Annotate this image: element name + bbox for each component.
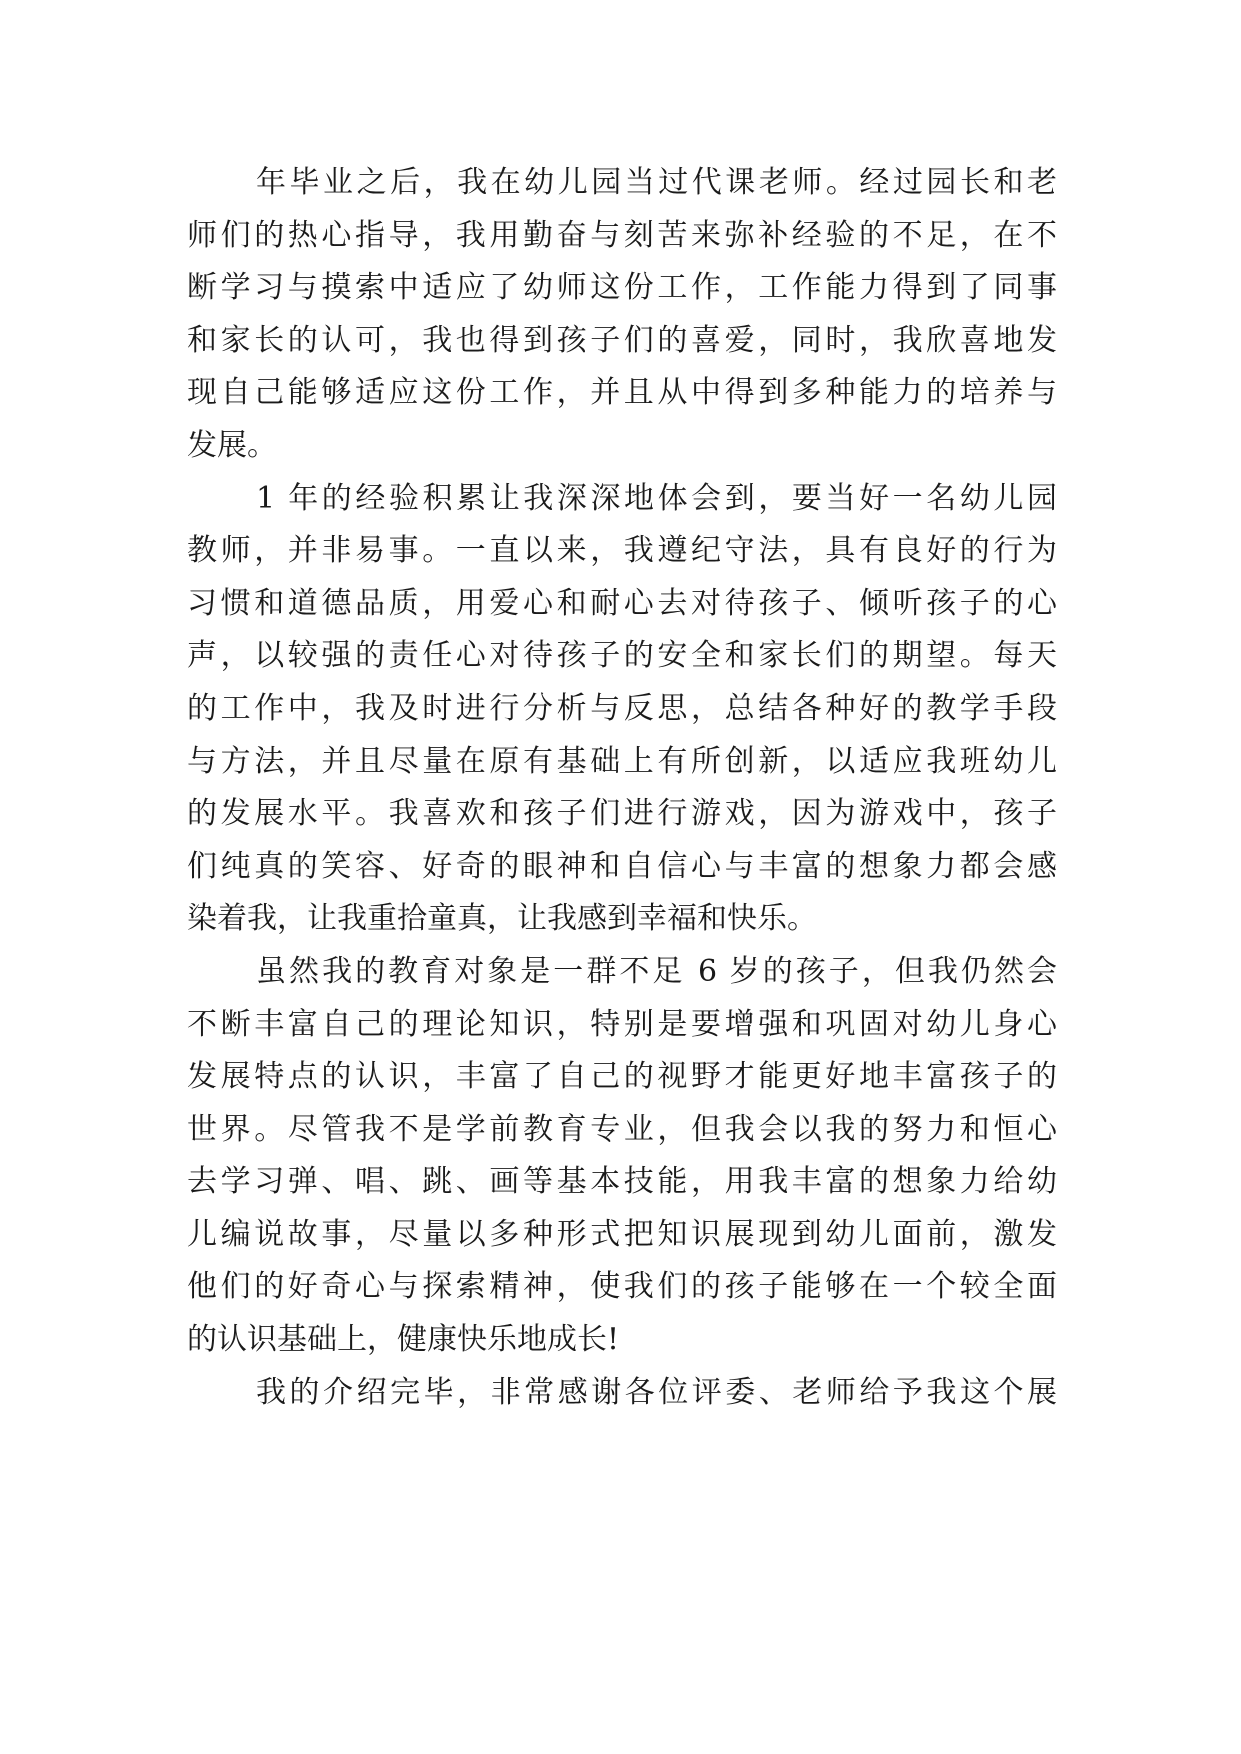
text-line: 们纯真的笑容、好奇的眼神和自信心与丰富的想象力都会感 xyxy=(187,848,1057,884)
text-line: 虽然我的教育对象是一群不足 6 岁的孩子，但我仍然会 xyxy=(256,953,1057,989)
text-line: 发展特点的认识，丰富了自己的视野才能更好地丰富孩子的 xyxy=(187,1059,1057,1095)
text-line: 发展。 xyxy=(187,427,277,463)
text-line: 1 年的经验积累让我深深地体会到，要当好一名幼儿园 xyxy=(256,480,1057,516)
text-line: 声，以较强的责任心对待孩子的安全和家长们的期望。每天 xyxy=(187,638,1057,674)
text-line: 的工作中，我及时进行分析与反思，总结各种好的教学手段 xyxy=(187,690,1057,726)
paragraph-2 xyxy=(187,473,1057,946)
text-line: 的认识基础上，健康快乐地成长! xyxy=(187,1322,620,1358)
text-line: 他们的好奇心与探索精神，使我们的孩子能够在一个较全面 xyxy=(187,1269,1057,1305)
text-line: 习惯和道德品质，用爱心和耐心去对待孩子、倾听孩子的心 xyxy=(187,585,1057,621)
text-line: 和家长的认可，我也得到孩子们的喜爱，同时，我欣喜地发 xyxy=(187,322,1057,358)
text-line: 现自己能够适应这份工作，并且从中得到多种能力的培养与 xyxy=(187,375,1057,411)
text-line: 教师，并非易事。一直以来，我遵纪守法，具有良好的行为 xyxy=(187,533,1057,569)
text-line: 断学习与摸索中适应了幼师这份工作，工作能力得到了同事 xyxy=(187,270,1057,306)
text-line: 染着我，让我重拾童真，让我感到幸福和快乐。 xyxy=(187,901,817,937)
paragraph-4 xyxy=(187,1367,1057,1420)
text-line: 师们的热心指导，我用勤奋与刻苦来弥补经验的不足，在不 xyxy=(187,217,1057,253)
text-line: 儿编说故事，尽量以多种形式把知识展现到幼儿面前，激发 xyxy=(187,1216,1057,1252)
text-line: 的发展水平。我喜欢和孩子们进行游戏，因为游戏中，孩子 xyxy=(187,796,1057,832)
paragraph-1 xyxy=(187,157,1057,473)
text-line: 与方法，并且尽量在原有基础上有所创新，以适应我班幼儿 xyxy=(187,743,1057,779)
paragraph-3 xyxy=(187,946,1057,1367)
text-line: 我的介绍完毕，非常感谢各位评委、老师给予我这个展 xyxy=(256,1374,1057,1410)
document-body xyxy=(187,157,1057,1419)
text-line: 去学习弹、唱、跳、画等基本技能，用我丰富的想象力给幼 xyxy=(187,1164,1057,1200)
text-line: 世界。尽管我不是学前教育专业，但我会以我的努力和恒心 xyxy=(187,1111,1057,1147)
text-line: 不断丰富自己的理论知识，特别是要增强和巩固对幼儿身心 xyxy=(187,1006,1057,1042)
text-line: 年毕业之后，我在幼儿园当过代课老师。经过园长和老 xyxy=(256,165,1057,200)
